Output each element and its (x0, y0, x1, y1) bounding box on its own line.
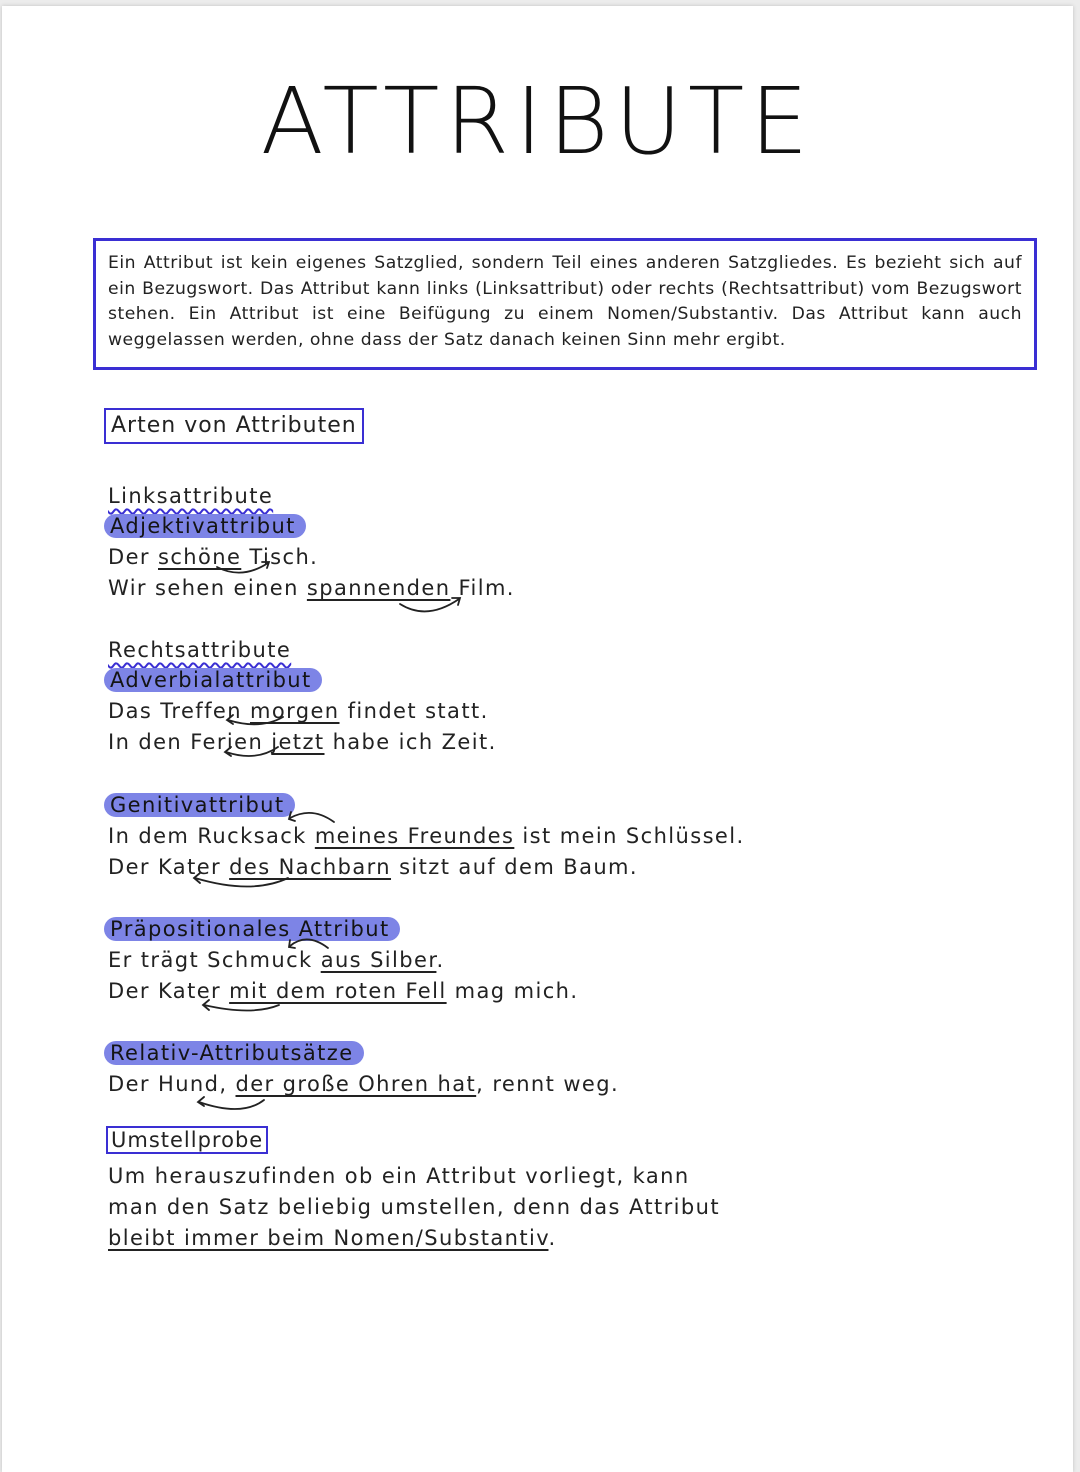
example-sentence: Er trägt Schmuck aus Silber. (108, 948, 445, 972)
example-sentence: Der Kater mit dem roten Fell mag mich. (108, 979, 579, 1003)
umstellprobe-line: Um herauszufinden ob ein Attribut vorliegt, kann (108, 1164, 690, 1188)
example-sentence: Der Kater des Nachbarn sitzt auf dem Baum. (108, 855, 638, 879)
page-title: ATTRIBUTE (260, 68, 815, 175)
genitiv-label: Genitivattribut (104, 793, 295, 817)
umstellprobe-line: man den Satz beliebig umstellen, denn das Attribut (108, 1195, 720, 1219)
example-sentence: In dem Rucksack meines Freundes ist mein Schlüssel. (108, 824, 745, 848)
links-heading: Linksattribute (108, 484, 274, 508)
types-heading: Arten von Attributen (104, 408, 364, 444)
rechts-heading: Rechtsattribute (108, 638, 292, 662)
example-sentence: Wir sehen einen spannenden Film. (108, 576, 515, 600)
example-sentence: Der Hund, der große Ohren hat, rennt weg. (108, 1072, 620, 1096)
definition-box: Ein Attribut ist kein eigenes Satzglied, sondern Teil eines anderen Satzgliedes. Es bezieht sich auf ein Bezugswort. Das Attribut kann links (Linksattribut) oder rechts (Rechtsattribut) vom Bezugswort stehen. Ein Attribut ist eine Beifügung zu einem Nomen/Substantiv. Das Attribut kann auch weggelassen werden, ohne dass der Satz danach keinen Sinn mehr ergibt. (93, 238, 1037, 370)
adjektiv-label: Adjektivattribut (104, 514, 306, 538)
adverbial-label: Adverbialattribut (104, 668, 322, 692)
example-sentence: In den Ferien jetzt habe ich Zeit. (108, 730, 497, 754)
umstellprobe-line: bleibt immer beim Nomen/Substantiv. (108, 1226, 557, 1250)
example-sentence: Das Treffen morgen findet statt. (108, 699, 489, 723)
praepositional-label: Präpositionales Attribut (104, 917, 400, 941)
umstellprobe-heading: Umstellprobe (106, 1126, 268, 1154)
arrow-ohren-hund (198, 1097, 264, 1109)
example-sentence: Der schöne Tisch. (108, 545, 319, 569)
relativ-label: Relativ-Attributsätze (104, 1041, 364, 1065)
notes-page (2, 6, 1073, 1472)
arrow-freundes-rucksack (289, 812, 334, 822)
